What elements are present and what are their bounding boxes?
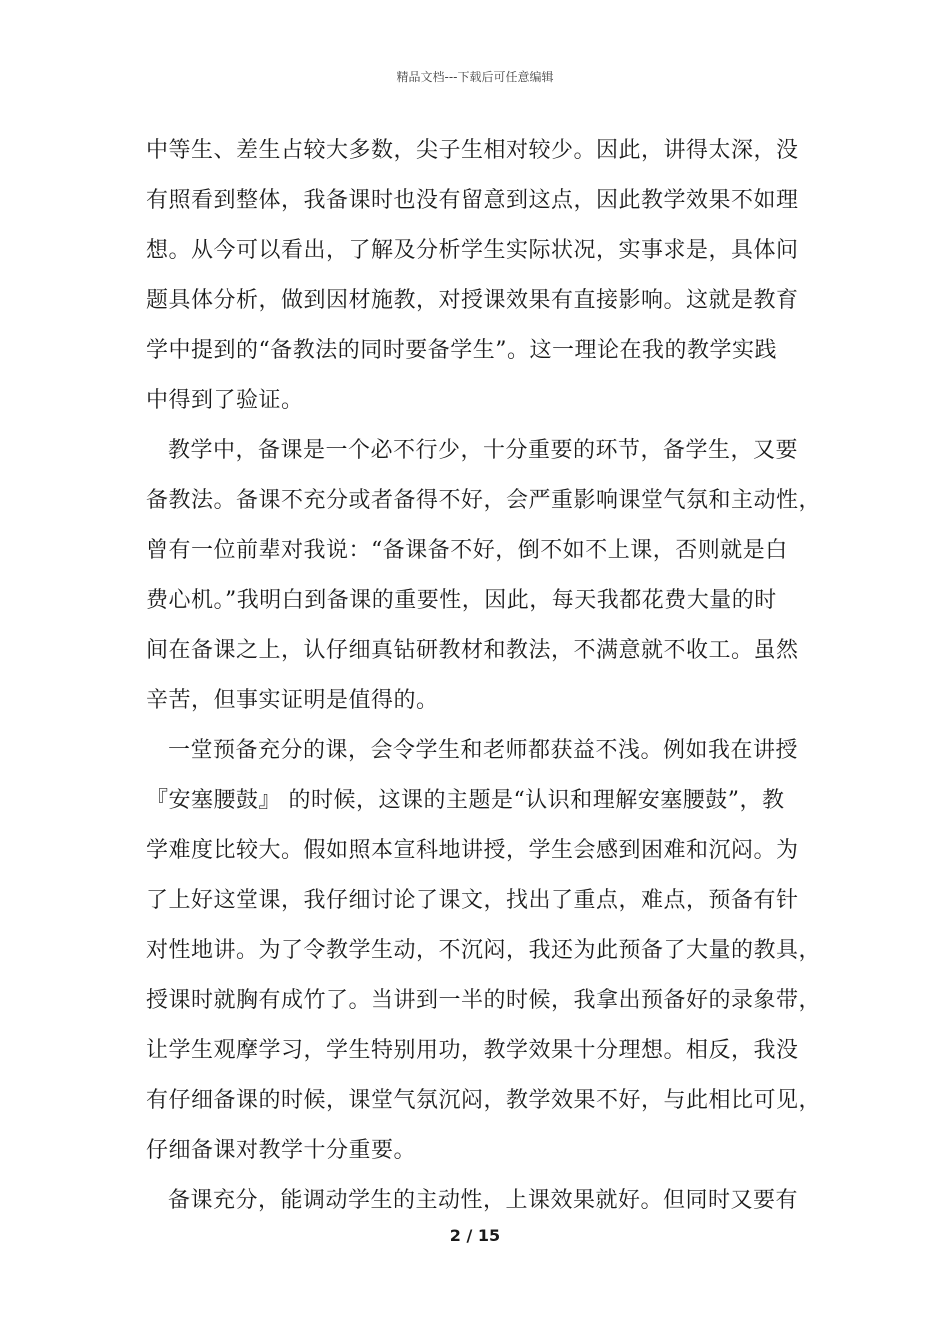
text-line: 学难度比较大。假如照本宣科地讲授，学生会感到困难和沉闷。为 bbox=[146, 838, 799, 863]
text-line: 『安塞腰鼓』 的时候，这课的主题是“认识和理解安塞腰鼓”，教 bbox=[146, 788, 785, 813]
page-header: 精品文档---下载后可任意编辑 bbox=[396, 70, 554, 84]
text-line: 了上好这堂课，我仔细讨论了课文，找出了重点，难点，预备有针 bbox=[146, 888, 799, 913]
text-line: 费心机。”我明白到备课的重要性，因此，每天我都花费大量的时 bbox=[146, 588, 777, 613]
text-line: 备教法。备课不充分或者备得不好，会严重影响课堂气氛和主动性， bbox=[146, 488, 822, 513]
text-line: 辛苦，但事实证明是值得的。 bbox=[146, 688, 439, 713]
text-line: 让学生观摩学习，学生特别用功，教学效果十分理想。相反，我没 bbox=[146, 1038, 799, 1063]
text-line: 对性地讲。为了令教学生动，不沉闷，我还为此预备了大量的教具， bbox=[146, 938, 822, 963]
text-line: 有照看到整体，我备课时也没有留意到这点，因此教学效果不如理 bbox=[146, 188, 799, 213]
text-line: 授课时就胸有成竹了。当讲到一半的时候，我拿出预备好的录象带， bbox=[146, 988, 822, 1013]
text-line: 想。从今可以看出，了解及分析学生实际状况，实事求是，具体问 bbox=[146, 238, 799, 263]
page-number: 2 / 15 bbox=[449, 1226, 501, 1245]
text-line: 有仔细备课的时候，课堂气氛沉闷，教学效果不好，与此相比可见， bbox=[146, 1088, 822, 1113]
text-line: 间在备课之上，认仔细真钻研教材和教法，不满意就不收工。虽然 bbox=[146, 638, 799, 663]
text-line: 中得到了验证。 bbox=[146, 388, 304, 413]
text-line: 中等生、差生占较大多数，尖子生相对较少。因此，讲得太深，没 bbox=[146, 138, 799, 163]
text-line: 仔细备课对教学十分重要。 bbox=[146, 1138, 417, 1163]
text-line: 学中提到的“备教法的同时要备学生”。这一理论在我的教学实践 bbox=[146, 338, 777, 363]
text-line: 曾有一位前辈对我说：“备课备不好，倒不如不上课，否则就是白 bbox=[146, 538, 788, 563]
text-line: 题具体分析，做到因材施教，对授课效果有直接影响。这就是教育 bbox=[146, 288, 799, 313]
paragraph-start-line: 教学中，备课是一个必不行少，十分重要的环节，备学生，又要 bbox=[168, 438, 799, 463]
document-body bbox=[146, 126, 826, 1226]
paragraph-start-line: 备课充分，能调动学生的主动性，上课效果就好。但同时又要有 bbox=[168, 1188, 799, 1213]
paragraph-start-line: 一堂预备充分的课，会令学生和老师都获益不浅。例如我在讲授 bbox=[168, 738, 799, 763]
